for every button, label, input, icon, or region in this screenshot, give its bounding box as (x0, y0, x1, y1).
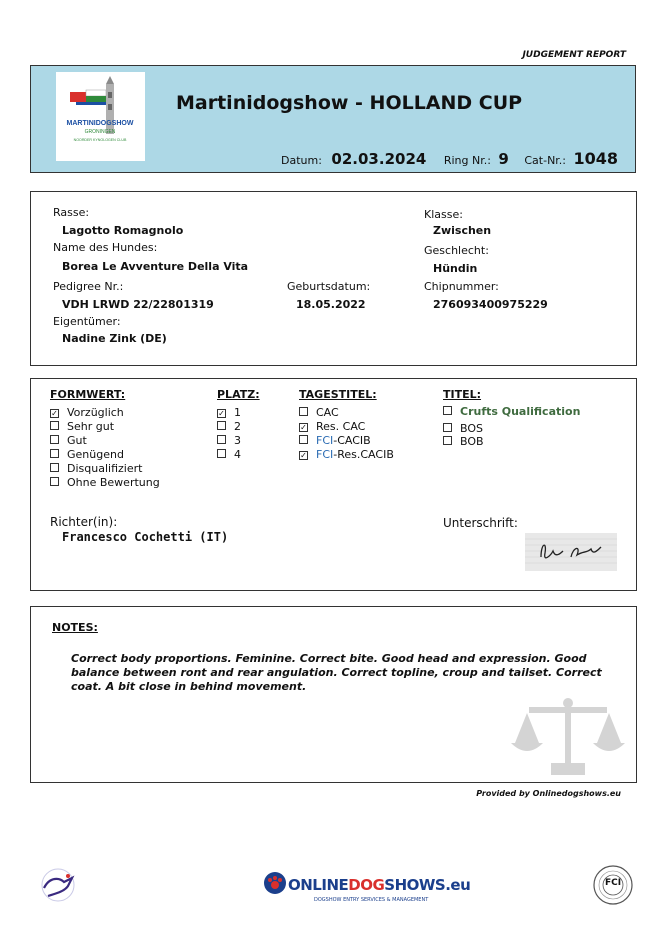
date-label: Datum: (281, 154, 322, 167)
checkbox-icon[interactable] (50, 477, 59, 486)
tagestitel-option[interactable]: ✓ FCI-Res.CACIB (300, 448, 394, 461)
titel-option[interactable]: BOS (443, 422, 580, 435)
formwert-list (50, 406, 160, 490)
tagestitel-option[interactable]: ✓ Res. CAC (300, 420, 366, 433)
dog-info-panel (30, 191, 637, 366)
dog-name-value: Borea Le Avventure Della Vita (62, 260, 249, 273)
report-label: JUDGEMENT REPORT (522, 50, 626, 60)
svg-text:GRONINGEN: GRONINGEN (84, 129, 116, 135)
platz-heading: PLATZ: (217, 388, 260, 401)
notes-panel (30, 606, 637, 783)
owner-value: Nadine Zink (DE) (62, 332, 167, 345)
cat-label: Cat-Nr.: (524, 154, 567, 167)
fci-text: FCI (604, 878, 622, 888)
checkbox-checked-icon[interactable]: ✓ (218, 409, 225, 418)
checkbox-icon[interactable] (217, 449, 226, 458)
judge-label: Richter(in): (50, 515, 118, 529)
checkbox-icon[interactable] (217, 421, 226, 430)
signature-image (525, 533, 617, 571)
signature-label: Unterschrift: (443, 516, 518, 530)
platz-list (217, 406, 241, 462)
date-value: 02.03.2024 (331, 150, 427, 168)
svg-text:MARTINIDOGSHOW: MARTINIDOGSHOW (66, 120, 134, 127)
ring-value: 9 (498, 150, 509, 168)
checkbox-icon[interactable] (50, 435, 59, 444)
brand-online: ONLINE (288, 876, 349, 894)
notes-text: Correct body proportions. Feminine. Correct bite. Good head and expression. Good balance between ront and rear angulation. Correct topline, croup and tailset. Correct coat. A bit close in behind movement. (71, 652, 602, 693)
class-value: Zwischen (433, 224, 492, 237)
tagestitel-list (299, 406, 394, 462)
checkbox-icon[interactable] (50, 463, 59, 472)
checkbox-icon[interactable] (443, 406, 452, 415)
formwert-option[interactable]: Disqualifiziert (50, 462, 160, 476)
checkbox-checked-icon[interactable]: ✓ (300, 423, 307, 432)
checkbox-icon[interactable] (50, 421, 59, 430)
judge-value: Francesco Cochetti (IT) (62, 530, 229, 544)
tagestitel-option[interactable]: CAC (299, 406, 394, 420)
onlinedogshows-logo (262, 870, 471, 908)
martinidogshow-logo (56, 72, 145, 161)
show-title: Martinidogshow - HOLLAND CUP (176, 92, 523, 114)
formwert-heading: FORMWERT: (50, 388, 126, 401)
titel-heading: TITEL: (443, 388, 482, 401)
fci-logo (592, 864, 634, 906)
header-panel (30, 65, 636, 173)
sex-label: Geschlecht: (424, 244, 489, 257)
owner-label: Eigentümer: (53, 315, 121, 328)
formwert-option[interactable]: Ohne Bewertung (50, 476, 160, 490)
sex-value: Hündin (433, 262, 478, 275)
platz-option[interactable]: 2 (217, 420, 241, 434)
class-label: Klasse: (424, 208, 463, 221)
chip-label: Chipnummer: (424, 280, 499, 293)
titel-option[interactable]: Crufts Qualification (443, 405, 580, 422)
formwert-option[interactable]: Sehr gut (50, 420, 160, 434)
formwert-option[interactable]: ✓ Vorzüglich (51, 406, 124, 419)
checkbox-icon[interactable] (50, 449, 59, 458)
results-panel (30, 378, 637, 591)
brand-shows: SHOWS.eu (384, 876, 471, 894)
svg-text:NOORDER KYNOLOGEN CLUB: NOORDER KYNOLOGEN CLUB (73, 138, 127, 142)
birthdate-label: Geburtsdatum: (287, 280, 371, 293)
ring-label: Ring Nr.: (443, 154, 491, 167)
brand-dog: DOG (348, 876, 385, 894)
pedigree-label: Pedigree Nr.: (53, 280, 124, 293)
club-logo-icon (38, 866, 78, 904)
paw-icon (264, 872, 286, 894)
checkbox-icon[interactable] (299, 407, 308, 416)
platz-option[interactable]: 4 (217, 448, 241, 462)
titel-option[interactable]: BOB (443, 435, 580, 449)
breed-label: Rasse: (53, 206, 90, 219)
checkbox-checked-icon[interactable]: ✓ (300, 451, 307, 460)
brand-subtitle: DOGSHOW ENTRY SERVICES & MANAGEMENT (314, 897, 429, 903)
chip-value: 276093400975229 (433, 298, 548, 311)
scales-icon (509, 697, 627, 779)
tagestitel-heading: TAGESTITEL: (299, 388, 377, 401)
cat-value: 1048 (573, 149, 619, 168)
formwert-option[interactable]: Gut (50, 434, 160, 448)
breed-value: Lagotto Romagnolo (62, 224, 184, 237)
birthdate-value: 18.05.2022 (296, 298, 366, 311)
platz-option[interactable]: 3 (217, 434, 241, 448)
dog-name-label: Name des Hundes: (53, 241, 158, 254)
show-info-line (281, 149, 618, 168)
notes-heading: NOTES: (52, 621, 98, 634)
pedigree-value: VDH LRWD 22/22801319 (62, 298, 214, 311)
checkbox-icon[interactable] (443, 436, 452, 445)
checkbox-icon[interactable] (299, 435, 308, 444)
checkbox-checked-icon[interactable]: ✓ (51, 409, 58, 418)
titel-list (443, 405, 580, 449)
provided-by: Provided by Onlinedogshows.eu (476, 789, 621, 798)
tagestitel-option[interactable]: FCI-CACIB (299, 434, 394, 448)
checkbox-icon[interactable] (443, 423, 452, 432)
checkbox-icon[interactable] (217, 435, 226, 444)
platz-option[interactable]: ✓ 1 (218, 406, 241, 419)
formwert-option[interactable]: Genügend (50, 448, 160, 462)
